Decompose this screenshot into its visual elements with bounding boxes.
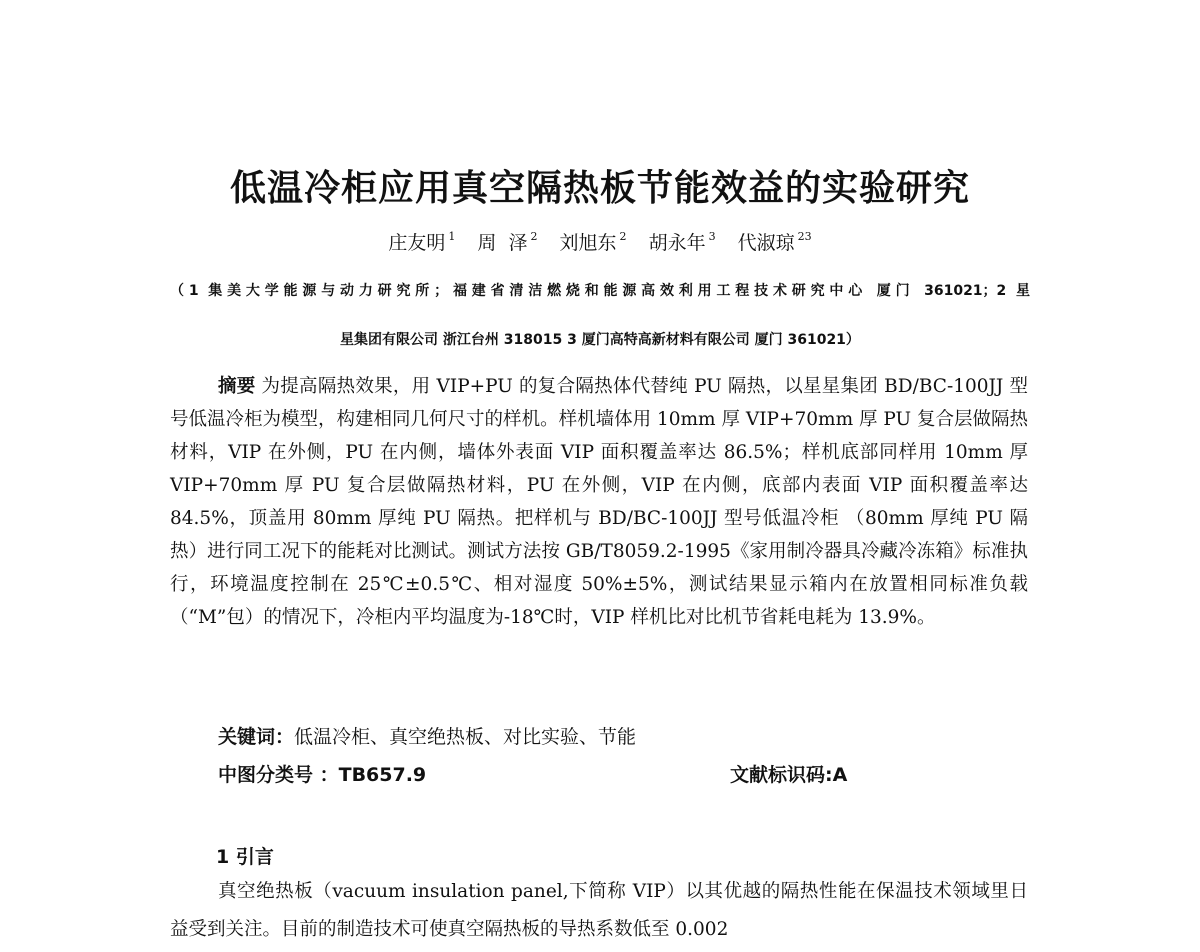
author-list (0, 228, 1200, 255)
section-body: 真空绝热板（vacuum insulation panel,下简称 VIP）以其优越的隔热性能在保温技术领域里日益受到关注。目前的制造技术可使真空隔热板的导热系数低至 0.002 (170, 881, 1028, 940)
classification-line (218, 760, 1030, 787)
author-name: 刘旭东 (559, 232, 617, 254)
author-affiliation-mark: 3 (708, 230, 716, 243)
author-affiliation-mark: 2 (530, 230, 538, 243)
abstract-label: 摘要 (218, 376, 256, 397)
author (738, 232, 812, 254)
author-affiliation-mark: 1 (448, 230, 456, 243)
keywords (218, 722, 636, 749)
author (560, 232, 627, 254)
author (477, 232, 537, 254)
author-name: 胡永年 (648, 232, 706, 254)
keywords-label: 关键词： (218, 726, 295, 748)
author-name: 代淑琼 (737, 232, 795, 254)
author (388, 232, 455, 254)
author-affiliation-mark: 23 (797, 230, 812, 243)
paper-title: 低温冷柜应用真空隔热板节能效益的实验研究 (229, 168, 970, 209)
abstract-text: 为提高隔热效果，用 VIP+PU 的复合隔热体代替纯 PU 隔热，以星星集团 BD/BC-100JJ 型号低温冷柜为模型，构建相同几何尺寸的样机。样机墙体用 10mm 厚 VIP+70mm 厚 PU 复合层做隔热材料，VIP 在外侧，PU 在内侧，墙体外表面 VIP 面积覆盖率达 86.5%；样机底部同样用 10mm 厚 VIP+70mm 厚 PU 复合层做隔热材料，PU 在外侧，VIP 在内侧，底部内表面 VIP 面积覆盖率达 84.5%，顶盖用 80mm 厚纯 PU 隔热。把样机与 BD/BC-100JJ 型号低温冷柜 （80mm 厚纯 PU 隔热）进行同工况下的能耗对比测试。测试方法按 GB/T8059.2-1995《家用制冷器具冷藏冷冻箱》标准执行，环境温度控制在 25℃±0.5℃、相对湿度 50%±5%，测试结果显示箱内在放置相同标准负载（“M”包）的情况下，冷柜内平均温度为-18℃时，VIP 样机比对比机节省耗电耗为 13.9%。 (170, 376, 1028, 628)
author-affiliation-mark: 2 (619, 230, 627, 243)
keywords-text: 低温冷柜、真空绝热板、对比实验、节能 (294, 726, 637, 748)
author-name: 庄友明 (388, 232, 446, 254)
affiliation-line-1: （1 集美大学能源与动力研究所；福建省清洁燃烧和能源高效利用工程技术研究中心 厦门 361021；2 星 (170, 283, 1030, 299)
author (649, 232, 716, 254)
clc-number: 中图分类号 ：TB657.9 (218, 764, 427, 786)
affiliation-line-2: 星集团有限公司 浙江台州 318015 3 厦门高特高新材料有限公司 厦门 361021） (340, 332, 860, 348)
section-heading: 1 引言 (216, 846, 274, 868)
document-code: 文献标识码:A (730, 764, 848, 786)
abstract (170, 370, 1028, 634)
author-name: 周 泽 (477, 232, 528, 254)
